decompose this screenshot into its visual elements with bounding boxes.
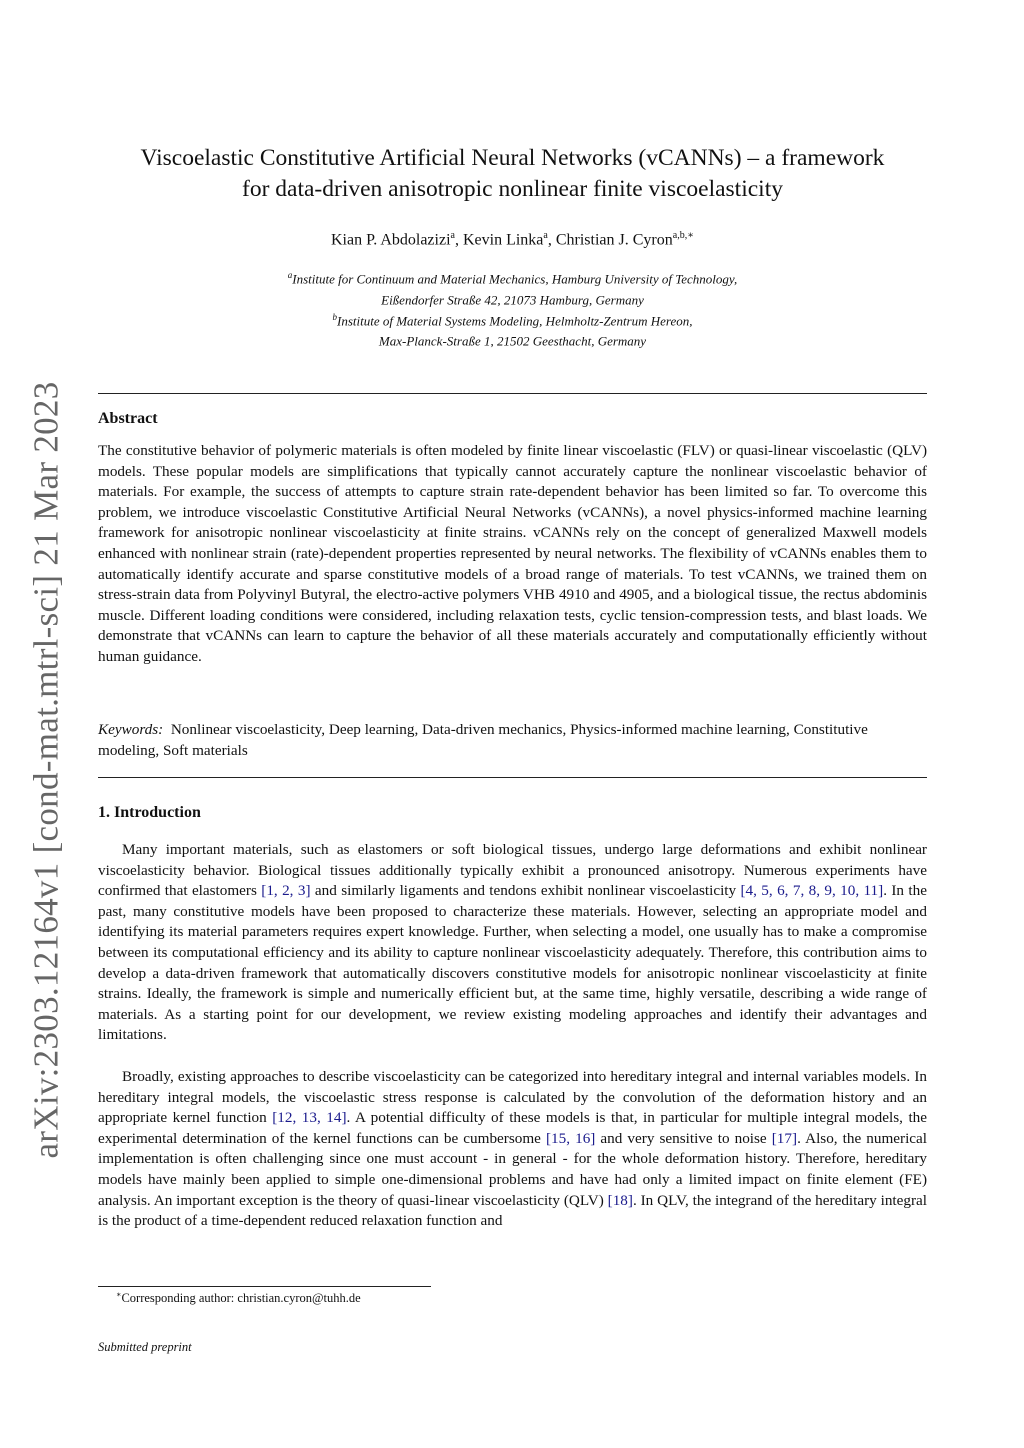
author-list (98, 230, 927, 249)
title-line-2: for data-driven anisotropic nonlinear finite viscoelasticity (242, 176, 783, 202)
affiliation-marker: a (287, 270, 293, 280)
citation-link[interactable]: [17] (771, 1129, 798, 1147)
author-separator: , (454, 231, 463, 249)
abstract-top-rule (98, 393, 927, 394)
affiliation-marker: b (332, 311, 337, 322)
paragraph (98, 1067, 927, 1232)
affiliation-line (98, 309, 927, 330)
author-name: Kevin Linka (462, 231, 544, 249)
citation-link[interactable]: [4, 5, 6, 7, 8, 9, 10, 11] (740, 882, 884, 900)
citation-link[interactable]: [15, 16] (545, 1129, 596, 1147)
citation-link[interactable]: [1, 2, 3] (261, 882, 311, 900)
affiliation-text: Institute of Material Systems Modeling, Helmholtz-Zentrum Hereon, (336, 312, 693, 328)
paragraph-text: . A potential difficulty of these models is that, in particular for multiple integral models, the experimental determination of the kernel functions can be cumbersome (98, 1109, 927, 1147)
paragraph-text: and very sensitive to noise (595, 1129, 772, 1147)
abstract-heading: Abstract (98, 410, 158, 427)
footnote-marker: ∗ (116, 1290, 122, 1299)
affiliation-line (98, 288, 927, 309)
keywords-label: Keywords: (98, 721, 164, 738)
paragraph-text: . In the past, many constitutive models have been proposed to characterize these materials. However, selecting an appropriate model and identifying its material parameters requires expert knowledge. Further, when selecting a model, one usually has to make a compromise between its computational efficiency and its ability to capture nonlinear viscoelasticity adequately. Therefore, this contribution aims to develop a data-driven framework that automatically discovers constitutive models for anisotropic nonlinear viscoelasticity at finite strains. Ideally, the framework is simple and numerically efficient but, at the same time, highly versatile, describing a wide range of materials. As a starting point for our development, we review existing modeling approaches and identify their advantages and limitations. (98, 882, 927, 1044)
author-name: Christian J. Cyron (555, 231, 673, 249)
author-affiliation-marker: a (543, 230, 548, 241)
paragraph (98, 840, 927, 1046)
author-name: Kian P. Abdolazizi (330, 231, 451, 249)
affiliation-line (98, 329, 927, 350)
keywords (98, 720, 927, 761)
footer-submitted: Submitted preprint (98, 1340, 192, 1354)
paragraph-text: . In QLV, the integrand of the hereditary integral is the product of a time-dependent reduced relaxation function and (98, 1191, 927, 1230)
author-affiliation-marker: a,b,∗ (672, 230, 694, 241)
arxiv-sidebar (24, 381, 70, 1159)
footnote (116, 1290, 361, 1306)
citation-link[interactable]: [12, 13, 14] (272, 1109, 347, 1127)
affiliation-text: Institute for Continuum and Material Mechanics, Hamburg University of Technology, (292, 271, 738, 287)
affiliations (98, 267, 927, 350)
abstract-text: The constitutive behavior of polymeric materials is often modeled by finite linear viscoelastic (FLV) or quasi-linear viscoelastic (QLV) models. These popular models are simplifications that typically cannot accurately capture the nonlinear viscoelastic behavior of materials. For example, the success of attempts to capture strain rate-dependent behavior has been limited so far. To overcome this problem, we introduce viscoelastic Constitutive Artificial Neural Networks (vCANNs), a novel physics-informed machine learning framework for anisotropic nonlinear viscoelasticity at finite strains. vCANNs rely on the concept of generalized Maxwell models enhanced with nonlinear strain (rate)-dependent properties represented by neural networks. The flexibility of vCANNs enables them to automatically identify accurate and sparse constitutive models of a broad range of materials. To test vCANNs, we trained them on stress-strain data from Polyvinyl Butyral, the electro-active polymers VHB 4910 and 4905, and a biological tissue, the rectus abdominis muscle. Different loading conditions were considered, including relaxation tests, cyclic tension-compression tests, and blast loads. We demonstrate that vCANNs can learn to capture the behavior of all these materials accurately and computationally efficiently without human guidance. (98, 442, 927, 665)
title-line-1: Viscoelastic Constitutive Artificial Neural Networks (vCANNs) – a framework (140, 145, 885, 171)
keywords-text: Nonlinear viscoelasticity, Deep learning, Data-driven mechanics, Physics-informed machine learning, Constitutive modeling, Soft materials (98, 721, 868, 759)
paper-title (98, 143, 927, 205)
footnote-text: Corresponding author: christian.cyron@tuhh.de (121, 1291, 361, 1306)
footnote-rule (98, 1286, 431, 1287)
section-heading: 1. Introduction (98, 804, 201, 821)
paragraph-text: and similarly ligaments and tendons exhibit nonlinear viscoelasticity (310, 882, 741, 900)
citation-link[interactable]: [18] (607, 1191, 633, 1209)
affiliation-text: Eißendorfer Straße 42, 21073 Hamburg, Germany (381, 292, 644, 308)
abstract-bottom-rule (98, 777, 927, 778)
author-separator: , (547, 231, 556, 249)
author-affiliation-marker: a (450, 230, 455, 241)
affiliation-line (98, 267, 927, 288)
paragraph-text: . Also, the numerical implementation is often challenging since one must account - in general - for the whole deformation history. Therefore, hereditary models have mainly been applied to simple one-dimensional problems and have had only a limited impact on finite element (FE) analysis. An important exception is the theory of quasi-linear viscoelasticity (QLV) (98, 1129, 928, 1209)
paragraph-text: Many important materials, such as elastomers or soft biological tissues, undergo large deformations and exhibit nonlinear viscoelasticity behavior. Biological tissues additionally typically exhibit a pronounced anisotropy. Numerous experiments have confirmed that elastomers (98, 841, 927, 900)
paragraph-text: Broadly, existing approaches to describe viscoelasticity can be categorized into hereditary integral and internal variables models. In hereditary integral models, the viscoelastic stress response is calculated by the convolution of the deformation history and an appropriate kernel function (98, 1068, 927, 1127)
arxiv-identifier: arXiv:2303.12164v1 [cond-mat.mtrl-sci] 21 Mar 2023 (27, 381, 67, 1159)
affiliation-text: Max-Planck-Straße 1, 21502 Geesthacht, Germany (378, 333, 647, 349)
